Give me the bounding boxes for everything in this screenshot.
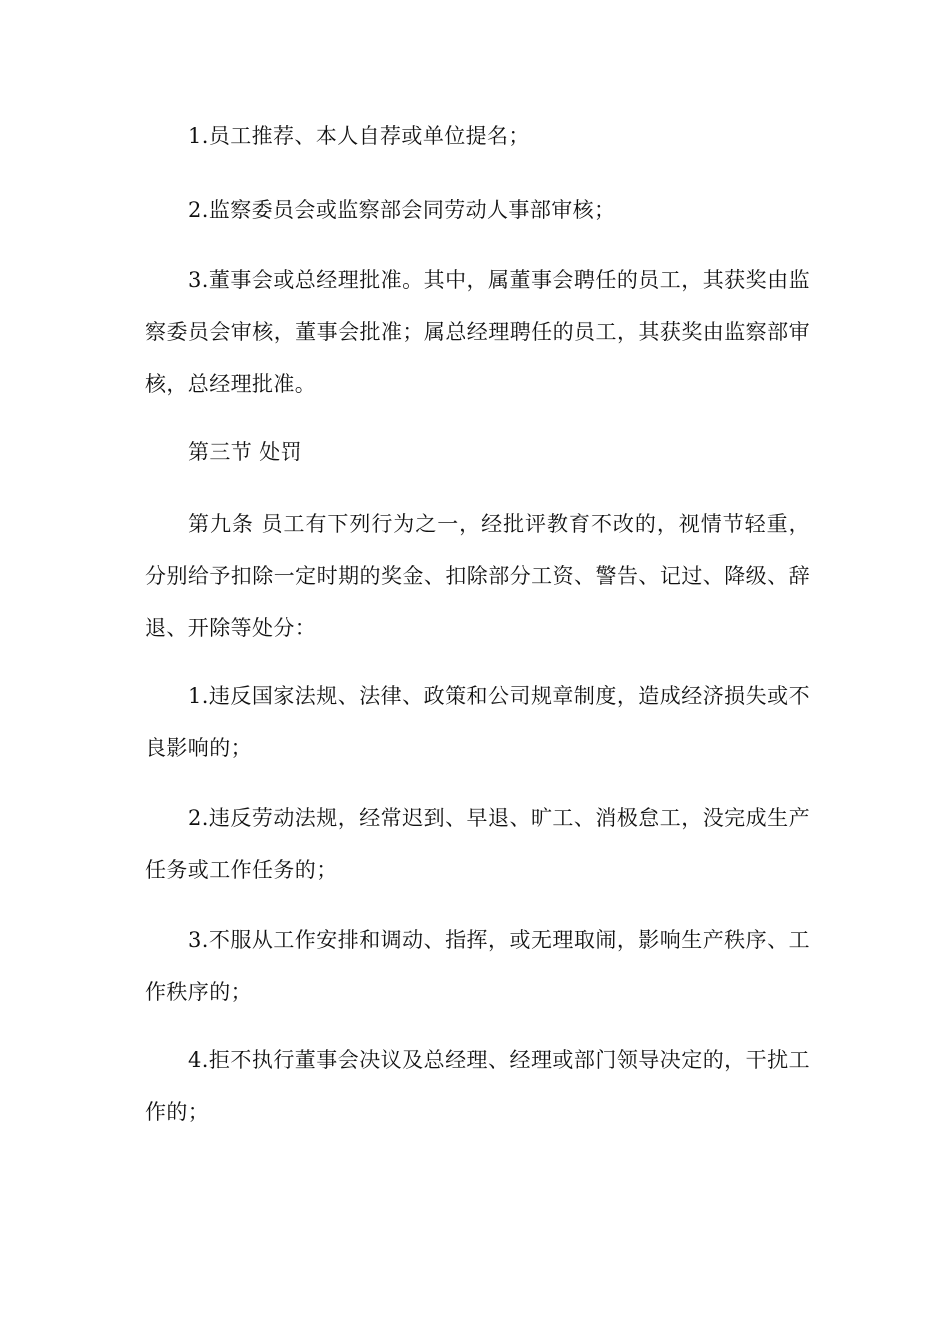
paragraph-step-2: 2.监察委员会或监察部会同劳动人事部审核；	[188, 198, 616, 222]
paragraph-item-2: 2.违反劳动法规，经常迟到、早退、旷工、消极怠工，没完成生产任务或工作任务的；	[145, 806, 810, 882]
paragraph-item-1: 1.违反国家法规、法律、政策和公司规章制度，造成经济损失或不良影响的；	[145, 684, 810, 760]
paragraph-step-3: 3.董事会或总经理批准。其中，属董事会聘任的员工，其获奖由监察委员会审核，董事会批准；属总经理聘任的员工，其获奖由监察部审核，总经理批准。	[145, 268, 810, 396]
section-heading: 第三节 处罚	[188, 440, 303, 464]
paragraph-item-4: 4.拒不执行董事会决议及总经理、经理或部门领导决定的，干扰工作的；	[145, 1048, 810, 1124]
paragraph-step-1: 1.员工推荐、本人自荐或单位提名；	[188, 124, 530, 148]
paragraph-item-3: 3.不服从工作安排和调动、指挥，或无理取闹，影响生产秩序、工作秩序的；	[145, 928, 810, 1004]
article-nine: 第九条 员工有下列行为之一，经批评教育不改的，视情节轻重，分别给予扣除一定时期的奖金、扣除部分工资、警告、记过、降级、辞退、开除等处分：	[145, 512, 810, 640]
